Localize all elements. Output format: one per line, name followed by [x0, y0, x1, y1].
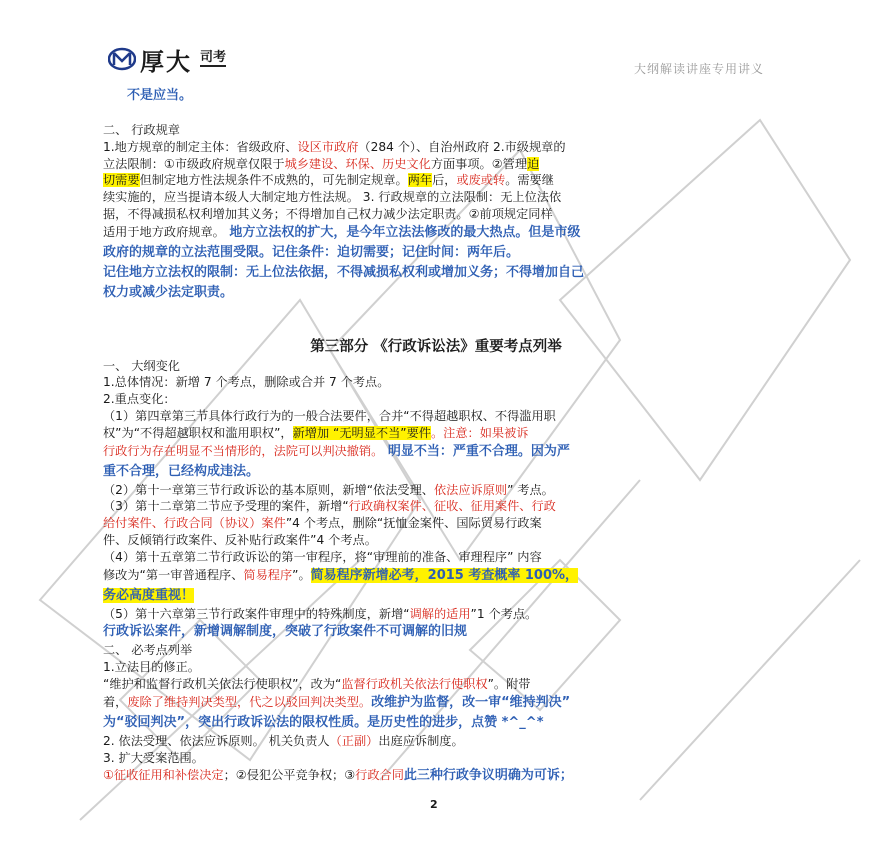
paragraph: 重不合理，已经构成违法。 [103, 463, 260, 479]
paragraph: 权力或减少法定职责。 [103, 284, 234, 300]
paragraph: 立法限制：①市级政府规章仅限于城乡建设、环保、历史文化方面事项。②管理迫 [103, 156, 540, 171]
paragraph: 行政行为存在明显不当情形的，法院可以判决撤销。 明显不当：严重不合理。因为严 [103, 443, 570, 459]
paragraph: 1.地方规章的制定主体：省级政府、设区市政府（284 个）、自治州政府 2.市级规章的 [103, 139, 566, 154]
paragraph: （2）第十一章第三节行政诉讼的基本原则，新增“依法受理、依法应诉原则” 考点。 [103, 482, 554, 497]
paragraph: 为“驳回判决”，突出行政诉讼法的限权性质。是历史性的进步，点赞 *^_^* [103, 714, 544, 730]
paragraph: 据，不得减损私权利增加其义务；不得增加自己权力减少法定职责。②前项规定同样 [103, 206, 553, 221]
paragraph: 着，废除了维持判决类型，代之以驳回判决类型。改维护为监督，改一审“维持判决” [103, 694, 571, 710]
paragraph: 给付案件、行政合同（协议）案件”4 个考点，删除“抚恤金案件、国际贸易行政案 [103, 516, 542, 531]
paragraph: 件、反倾销行政案件、反补贴行政案件”4 个考点。 [103, 532, 377, 547]
paragraph: 3. 扩大受案范围。 [103, 750, 204, 765]
section-heading: 二、 必考点列举 [103, 643, 193, 658]
page-number: 2 [430, 798, 438, 811]
paragraph: 修改为“第一审普通程序、简易程序”。简易程序新增必考，2015 考查概率 100%， [103, 567, 579, 583]
paragraph: （1）第四章第三节具体行政行为的一般合法要件，合并“不得超越职权、不得滥用职 [103, 408, 556, 423]
paragraph: 权”为“不得超越职权和滥用职权”，新增加 “无明显不当”要件。注意：如果被诉 [103, 425, 529, 440]
paragraph: 1.总体情况：新增 7 个考点，删除或合并 7 个考点。 [103, 375, 390, 390]
paragraph: “维护和监督行政机关依法行使职权”，改为“监督行政机关依法行使职权”。附带 [103, 676, 531, 691]
paragraph: （3）第十二章第二节应予受理的案件，新增“行政确权案件、征收、征用案件、行政 [103, 499, 556, 514]
paragraph: 1.立法目的修正。 [103, 660, 200, 675]
paragraph: 切需要但制定地方性法规条件不成熟的，可先制定规章。两年后，或废或转。需要继 [103, 173, 554, 188]
paragraph: 适用于地方政府规章。 地方立法权的扩大，是今年立法法修改的最大热点。但是市级 [103, 224, 581, 240]
paragraph: 政府的规章的立法范围受限。记住条件：迫切需要；记住时间：两年后。 [103, 244, 520, 260]
paragraph: （5）第十六章第三节行政案件审理中的特殊制度，新增“调解的适用”1 个考点。 [103, 606, 538, 621]
document-body [103, 86, 769, 786]
part-title: 第三部分 《行政诉讼法》重要考点列举 [310, 337, 562, 355]
logo-icon [108, 47, 136, 71]
section-heading: 一、 大纲变化 [103, 358, 180, 373]
paragraph: 2.重点变化： [103, 392, 176, 407]
paragraph: 行政诉讼案件，新增调解制度，突破了行政案件不可调解的旧规 [103, 624, 468, 640]
paragraph: 续实施的，应当提请本级人大制定地方性法规。 3. 行政规章的立法限制：无上位法依 [103, 190, 562, 205]
section-heading: 二、 行政规章 [103, 123, 180, 137]
paragraph: 记住地方立法权的限制：无上位法依据，不得减损私权利或增加义务；不得增加自己 [103, 264, 585, 280]
paragraph: 不是应当。 [127, 88, 193, 103]
header-caption: 大纲解读讲座专用讲义 [633, 62, 764, 76]
logo-text: 厚大 [140, 46, 192, 76]
brand-logo [108, 44, 226, 74]
logo-subtext: 司考 [200, 50, 227, 65]
paragraph: 务必高度重视！ [103, 587, 195, 603]
paragraph: 2. 依法受理、依法应诉原则。 机关负责人（正副）出庭应诉制度。 [103, 733, 464, 748]
paragraph: ①征收征用和补偿决定；②侵犯公平竞争权；③行政合同此三种行政争议明确为可诉； [103, 768, 573, 784]
paragraph: （4）第十五章第二节行政诉讼的第一审程序，将“审理前的准备、审理程序” 内容 [103, 549, 542, 564]
